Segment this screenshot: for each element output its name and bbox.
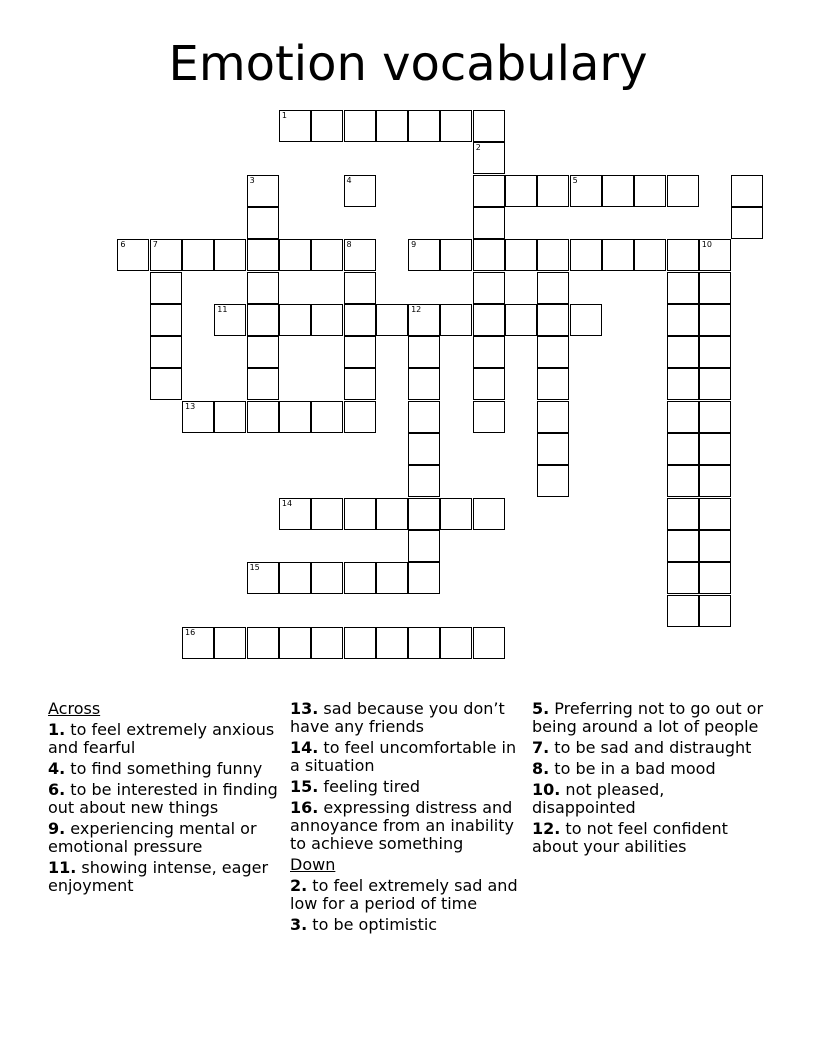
grid-cell[interactable]	[667, 368, 699, 400]
grid-cell[interactable]	[667, 272, 699, 304]
clue-number-label: 8.	[532, 759, 550, 778]
across-clues-list-continued	[290, 700, 525, 853]
grid-cell[interactable]	[376, 562, 408, 594]
clue	[290, 916, 525, 934]
grid-cell[interactable]	[667, 595, 699, 627]
grid-cell[interactable]	[473, 368, 505, 400]
clue	[48, 721, 283, 757]
grid-cell[interactable]	[699, 368, 731, 400]
grid-cell[interactable]	[699, 304, 731, 336]
clue-number-label: 1.	[48, 720, 66, 739]
clue	[532, 739, 767, 757]
grid-cell[interactable]	[408, 465, 440, 497]
clue	[532, 760, 767, 778]
clues-column-3	[532, 700, 767, 859]
clue	[532, 781, 767, 817]
grid-cell[interactable]	[667, 401, 699, 433]
grid-cell[interactable]	[247, 175, 279, 207]
clue-number: 8	[346, 240, 352, 250]
clue-number-label: 16.	[290, 798, 319, 817]
clue-number-label: 3.	[290, 915, 308, 934]
grid-cell[interactable]	[667, 498, 699, 530]
grid-cell[interactable]	[473, 239, 505, 271]
grid-cell[interactable]	[408, 401, 440, 433]
across-clues-list	[48, 721, 283, 895]
clue	[532, 700, 767, 736]
clue-text: showing intense, eager enjoyment	[48, 858, 269, 895]
grid-cell[interactable]	[214, 304, 246, 336]
clue-number-label: 9.	[48, 819, 66, 838]
clue-number: 14	[281, 498, 293, 508]
grid-cell[interactable]	[408, 336, 440, 368]
grid-cell[interactable]	[344, 304, 376, 336]
grid-cell[interactable]	[537, 239, 569, 271]
clue-number-label: 5.	[532, 699, 550, 718]
grid-cell[interactable]	[699, 272, 731, 304]
grid-cell[interactable]	[473, 110, 505, 142]
clue-number-label: 7.	[532, 738, 550, 757]
grid-cell[interactable]	[408, 433, 440, 465]
grid-cell[interactable]	[408, 368, 440, 400]
grid-cell[interactable]	[279, 562, 311, 594]
clue-text: to be sad and distraught	[549, 738, 752, 757]
grid-cell[interactable]	[117, 239, 149, 271]
grid-cell[interactable]	[537, 433, 569, 465]
clue-text: sad because you don’t have any friends	[290, 699, 505, 736]
grid-cell[interactable]	[537, 175, 569, 207]
grid-cell[interactable]	[473, 627, 505, 659]
grid-cell[interactable]	[634, 239, 666, 271]
grid-cell[interactable]	[150, 272, 182, 304]
clue	[48, 859, 283, 895]
grid-cell[interactable]	[311, 239, 343, 271]
clue-text: expressing distress and annoyance from an inability to achieve something	[290, 798, 514, 853]
clue-text: to be optimistic	[307, 915, 438, 934]
grid-cell[interactable]	[699, 530, 731, 562]
clue-number: 16	[185, 627, 196, 637]
grid-cell[interactable]	[247, 304, 279, 336]
clue	[290, 700, 525, 736]
grid-cell[interactable]	[667, 175, 699, 207]
grid-cell[interactable]	[376, 498, 408, 530]
clue-number: 6	[120, 240, 126, 250]
grid-cell[interactable]	[214, 239, 246, 271]
grid-cell[interactable]	[667, 433, 699, 465]
grid-cell[interactable]	[505, 239, 537, 271]
grid-cell[interactable]	[311, 401, 343, 433]
grid-cell[interactable]	[150, 304, 182, 336]
grid-cell[interactable]	[473, 175, 505, 207]
clue	[290, 778, 525, 796]
grid-cell[interactable]	[150, 336, 182, 368]
grid-cell[interactable]	[667, 465, 699, 497]
clue-number: 4	[346, 175, 352, 185]
grid-cell[interactable]	[731, 175, 763, 207]
across-heading: Across	[48, 699, 101, 718]
grid-cell[interactable]	[505, 175, 537, 207]
clue-number: 13	[185, 401, 196, 411]
grid-cell[interactable]	[311, 304, 343, 336]
grid-cell[interactable]	[667, 239, 699, 271]
grid-cell[interactable]	[408, 239, 440, 271]
grid-cell[interactable]	[150, 239, 182, 271]
clue-number-label: 11.	[48, 858, 77, 877]
grid-cell[interactable]	[408, 498, 440, 530]
grid-cell[interactable]	[376, 304, 408, 336]
clue-number-label: 15.	[290, 777, 319, 796]
grid-cell[interactable]	[344, 401, 376, 433]
grid-cell[interactable]	[279, 498, 311, 530]
down-clues-list	[290, 877, 525, 934]
clue-number: 5	[572, 175, 578, 185]
grid-cell[interactable]	[570, 175, 602, 207]
grid-cell[interactable]	[311, 110, 343, 142]
clue-text: to be in a bad mood	[549, 759, 716, 778]
grid-cell[interactable]	[537, 336, 569, 368]
grid-cell[interactable]	[214, 401, 246, 433]
clue-text: Preferring not to go out or being around a lot of people	[532, 699, 764, 736]
grid-cell[interactable]	[602, 239, 634, 271]
grid-cell[interactable]	[473, 207, 505, 239]
clue-text: not pleased, disappointed	[532, 780, 665, 817]
grid-cell[interactable]	[311, 562, 343, 594]
grid-cell[interactable]	[731, 207, 763, 239]
clue	[48, 820, 283, 856]
clue	[48, 760, 283, 778]
clue	[48, 781, 283, 817]
grid-cell[interactable]	[602, 175, 634, 207]
grid-cell[interactable]	[440, 498, 472, 530]
clue-number-label: 4.	[48, 759, 66, 778]
grid-cell[interactable]	[408, 562, 440, 594]
grid-cell[interactable]	[344, 498, 376, 530]
grid-cell[interactable]	[667, 304, 699, 336]
grid-cell[interactable]	[247, 401, 279, 433]
clue-text: to be interested in finding out about new things	[48, 780, 278, 817]
puzzle-title: Emotion vocabulary	[168, 36, 648, 92]
grid-cell[interactable]	[247, 207, 279, 239]
grid-cell[interactable]	[279, 627, 311, 659]
grid-cell[interactable]	[440, 627, 472, 659]
grid-cell[interactable]	[570, 239, 602, 271]
grid-cell[interactable]	[247, 336, 279, 368]
clue-number-label: 6.	[48, 780, 66, 799]
clue-text: to not feel confident about your abilities	[532, 819, 728, 856]
grid-cell[interactable]	[667, 336, 699, 368]
clue-number-label: 10.	[532, 780, 561, 799]
clue-number-label: 13.	[290, 699, 319, 718]
grid-cell[interactable]	[408, 530, 440, 562]
grid-cell[interactable]	[311, 627, 343, 659]
grid-cell[interactable]	[699, 595, 731, 627]
grid-cell[interactable]	[473, 336, 505, 368]
grid-cell[interactable]	[182, 239, 214, 271]
grid-cell[interactable]	[440, 110, 472, 142]
grid-cell[interactable]	[537, 368, 569, 400]
clue-number-label: 12.	[532, 819, 561, 838]
grid-cell[interactable]	[537, 401, 569, 433]
grid-cell[interactable]	[344, 110, 376, 142]
grid-cell[interactable]	[473, 272, 505, 304]
grid-cell[interactable]	[344, 627, 376, 659]
grid-cell[interactable]	[279, 304, 311, 336]
clue-text: to feel uncomfortable in a situation	[290, 738, 517, 775]
grid-cell[interactable]	[311, 498, 343, 530]
clue-text: to feel extremely anxious and fearful	[48, 720, 275, 757]
grid-cell[interactable]	[699, 465, 731, 497]
grid-cell[interactable]	[667, 530, 699, 562]
grid-cell[interactable]	[247, 368, 279, 400]
clue-number: 15	[249, 563, 260, 573]
grid-cell[interactable]	[634, 175, 666, 207]
grid-cell[interactable]	[473, 401, 505, 433]
grid-cell[interactable]	[537, 304, 569, 336]
grid-cell[interactable]	[408, 627, 440, 659]
grid-cell[interactable]	[537, 465, 569, 497]
clue-number: 12	[411, 304, 422, 314]
grid-cell[interactable]	[344, 562, 376, 594]
down-clues-list-continued	[532, 700, 767, 856]
clues-column-2	[290, 700, 525, 937]
clue-text: to find something funny	[65, 759, 263, 778]
clue	[290, 877, 525, 913]
grid-cell[interactable]	[247, 562, 279, 594]
grid-cell[interactable]	[344, 175, 376, 207]
clue-text: feeling tired	[318, 777, 420, 796]
grid-cell[interactable]	[247, 627, 279, 659]
grid-cell[interactable]	[699, 239, 731, 271]
down-heading: Down	[290, 855, 336, 874]
grid-cell[interactable]	[408, 110, 440, 142]
grid-cell[interactable]	[376, 627, 408, 659]
grid-cell[interactable]	[344, 368, 376, 400]
grid-cell[interactable]	[473, 498, 505, 530]
clue-number: 9	[411, 240, 417, 250]
grid-cell[interactable]	[150, 368, 182, 400]
clue-number: 2	[475, 143, 481, 153]
grid-cell[interactable]	[473, 304, 505, 336]
grid-cell[interactable]	[699, 336, 731, 368]
clue-number: 1	[281, 111, 287, 120]
grid-cell[interactable]	[570, 304, 602, 336]
grid-cell[interactable]	[344, 239, 376, 271]
clue	[290, 799, 525, 853]
grid-cell[interactable]	[279, 401, 311, 433]
clue-number-label: 2.	[290, 876, 308, 895]
grid-cell[interactable]	[247, 272, 279, 304]
grid-cell[interactable]	[214, 627, 246, 659]
grid-cell[interactable]	[408, 304, 440, 336]
clue-number: 3	[249, 175, 255, 185]
grid-cell[interactable]	[182, 401, 214, 433]
clue-text: to feel extremely sad and low for a period of time	[290, 876, 518, 913]
clue	[532, 820, 767, 856]
grid-cell[interactable]	[699, 401, 731, 433]
grid-cell[interactable]	[440, 239, 472, 271]
clue-number: 10	[701, 240, 712, 250]
grid-cell[interactable]	[699, 562, 731, 594]
grid-cell[interactable]	[182, 627, 214, 659]
clues-column-1	[48, 700, 283, 898]
grid-cell[interactable]	[376, 110, 408, 142]
clue-text: experiencing mental or emotional pressure	[48, 819, 257, 856]
grid-cell[interactable]	[440, 304, 472, 336]
grid-cell[interactable]	[344, 272, 376, 304]
grid-cell[interactable]	[537, 272, 569, 304]
clue-number-label: 14.	[290, 738, 319, 757]
grid-cell[interactable]	[279, 239, 311, 271]
grid-cell[interactable]	[473, 142, 505, 174]
grid-cell[interactable]	[247, 239, 279, 271]
grid-cell[interactable]	[505, 304, 537, 336]
grid-cell[interactable]	[699, 498, 731, 530]
clue-number: 11	[217, 304, 228, 314]
grid-cell[interactable]	[699, 433, 731, 465]
clue	[290, 739, 525, 775]
clue-number: 7	[152, 240, 158, 250]
grid-cell[interactable]	[344, 336, 376, 368]
grid-cell[interactable]	[667, 562, 699, 594]
grid-cell[interactable]	[279, 110, 311, 142]
